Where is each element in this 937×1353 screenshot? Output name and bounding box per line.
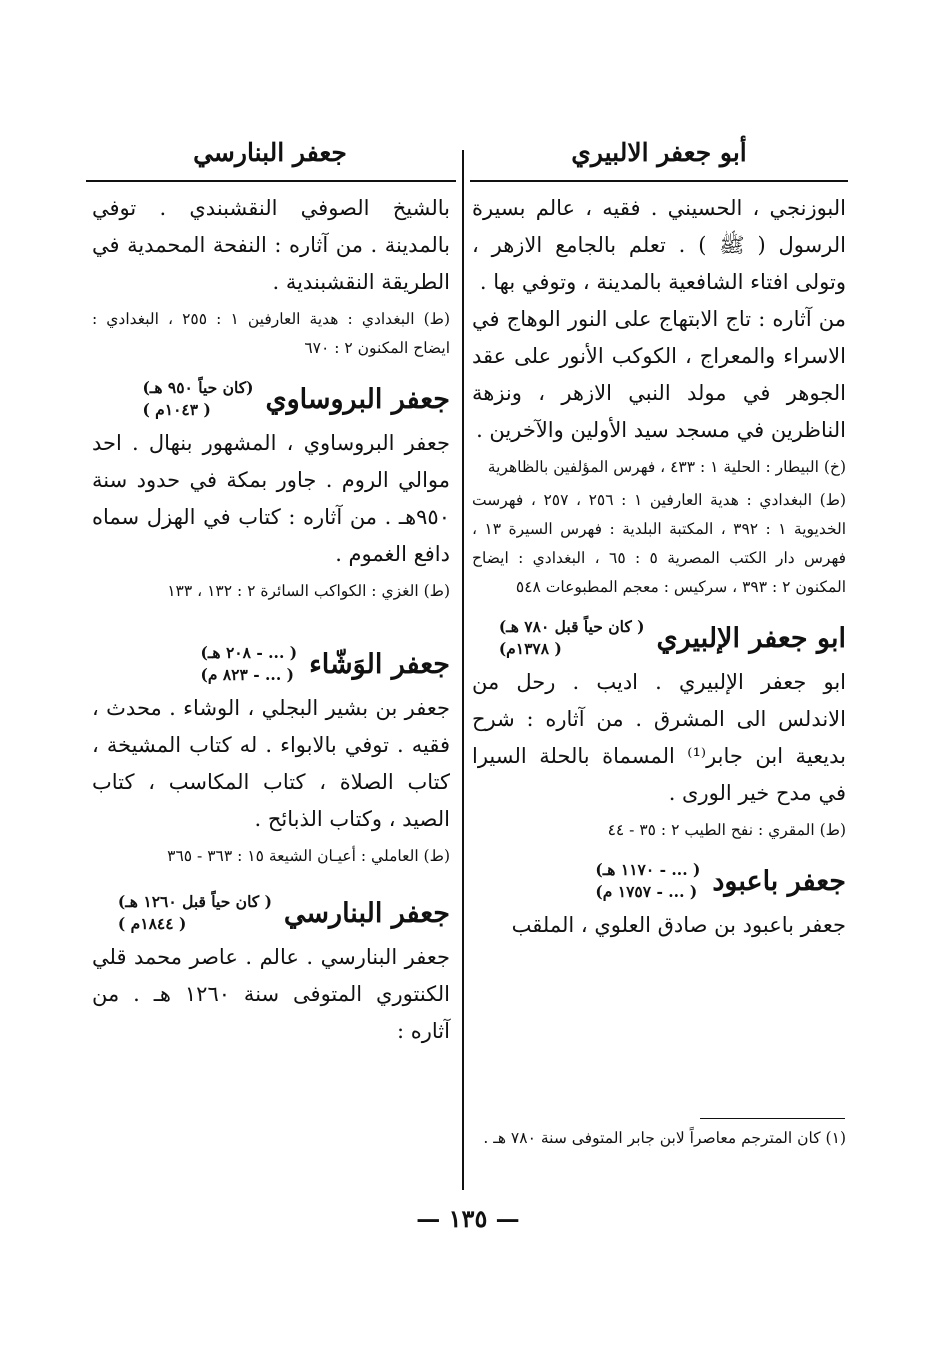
gregorian-date: ( ... - ٨٢٣ م) — [200, 665, 294, 684]
gregorian-date: ( ١٠٤٣م ) — [142, 400, 211, 419]
entry-reference: (ط) الغزي : الكواكب السائرة ٢ : ١٣٢ ، ١٣٣ — [167, 582, 450, 600]
entry-name: جعفر الوَشّاء — [309, 648, 450, 680]
entry-name: جعفر البنارسي — [283, 897, 450, 929]
entry-text: جعفر البروساوي ، المشهور بنهال . احد موالي الروم . جاور بمكة في حدود سنة ٩٥٠هـ . من آثاره : كتاب في الهزل سماه دافع الغموم . — [92, 431, 450, 566]
page-number: — ١٣٥ — — [416, 1204, 520, 1233]
entry-name: جعفر باعبود — [712, 865, 846, 897]
hijri-date: (كان حياً ٩٥٠ هـ) — [142, 378, 254, 397]
left-column — [92, 190, 450, 1190]
gregorian-date: ( ١٨٤٤م ) — [117, 914, 187, 933]
entry-reference: (ط) المقري : نفح الطيب ٢ : ٣٥ - ٤٤ — [607, 821, 846, 839]
entry-heading — [92, 377, 450, 421]
running-header-right: أبو جعفر الالبيري — [571, 138, 747, 167]
entry-reference: (ط) البغدادي : هدية العارفين ١ : ٢٥٥ ، البغدادي : ايضاح المكنون ٢ : ٦٧٠ — [92, 310, 451, 357]
entry-continuation-text: بالشيخ الصوفي النقشبندي . توفي بالمدينة . من آثاره : النفحة المحمدية في الطريقة النقشبندية . — [92, 196, 450, 294]
reference-manuscript: (خ) البيطار : الحلية ١ : ٤٣٣ ، فهرس المؤلفين بالظاهرية — [487, 458, 846, 476]
hijri-date: ( كان حياً قبل ١٢٦٠ هـ) — [117, 892, 272, 911]
footnote-rule — [700, 1118, 845, 1119]
entry-name: جعفر البروساوي — [265, 383, 450, 415]
entry-dates — [142, 377, 253, 421]
gregorian-date: ( ١٣٧٨م) — [498, 639, 562, 658]
entry-text: جعفر بن بشير البجلي ، الوشاء . محدث ، فقيه . توفي بالابواء . له كتاب المشيخة ، كتاب الصلاة ، كتاب المكاسب ، كتاب الصيد ، وكتاب الذبائح . — [92, 696, 450, 831]
entry-text: ابو جعفر الإلبيري . اديب . رحل من الاندلس الى المشرق . من آثاره : شرح بديعية ابن جابر⁽¹⁾ المسماة بالحلة السيرا في مدح خير الورى . — [472, 670, 846, 805]
entry-text: جعفر البنارسي . عالم . عاصر محمد قلي الكنتوري المتوفى سنة ١٢٦٠ هـ . من آثاره : — [92, 945, 450, 1043]
column-divider — [462, 150, 464, 1190]
right-column — [472, 190, 846, 1110]
entry-text: جعفر باعبود بن صادق العلوي ، الملقب — [511, 913, 846, 937]
header-rule-right — [470, 180, 848, 182]
section-gap — [92, 871, 450, 877]
gregorian-date: ( ... - ١٧٥٧ م) — [595, 882, 698, 901]
running-header-left: جعفر البنارسي — [193, 138, 347, 167]
header-rule-left — [86, 180, 456, 182]
entry-dates — [595, 859, 700, 903]
entry-dates — [118, 891, 272, 935]
hijri-date: ( كان حياً قبل ٧٨٠ هـ) — [498, 617, 645, 636]
entry-name: ابو جعفر الإلبيري — [656, 622, 846, 654]
entry-heading — [472, 616, 846, 660]
entry-dates — [499, 616, 645, 660]
entry-works-text: من آثاره : تاج الابتهاج على النور الوهاج في الاسراء والمعراج ، الكوكب الأنور على عقد الجوهر في مولد النبي الازهر ، ونزهة الناظرين في مسجد سيد الأولين والآخرين . — [472, 307, 846, 442]
entry-reference: (ط) العاملي : أعيـان الشيعة ١٥ : ٣٦٣ - ٣٦٥ — [167, 847, 450, 865]
entry-continuation-text: البوزنجي ، الحسيني . فقيه ، عالم بسيرة الرسول ( ﷺ ) . تعلم بالجامع الازهر ، وتولى افتاء الشافعية بالمدينة ، وتوفي بها . — [472, 196, 846, 294]
reference-printed: (ط) البغدادي : هدية العارفين ١ : ٢٥٦ ، ٢٥٧ ، فهرست الخديوية ١ : ٣٩٢ ، المكتبة البلدية : فهرس السيرة ١٣ ، فهرس دار الكتب المصرية ٥ : ٦٥ ، البغدادي : ايضاح المكنون ٢ : ٣٩٣ ، سركيس : معجم المطبوعات ٥٤٨ — [472, 491, 847, 596]
entry-heading — [92, 891, 450, 935]
hijri-date: ( ... - ٢٠٨ هـ) — [200, 643, 298, 662]
section-gap — [92, 606, 450, 628]
entry-heading — [92, 642, 450, 686]
footnote: (١) كان المترجم معاصراً لابن جابر المتوفى سنة ٧٨٠ هـ . — [483, 1129, 846, 1147]
hijri-date: ( ... - ١١٧٠ هـ) — [595, 860, 701, 879]
entry-heading — [472, 859, 846, 903]
entry-dates — [201, 642, 298, 686]
